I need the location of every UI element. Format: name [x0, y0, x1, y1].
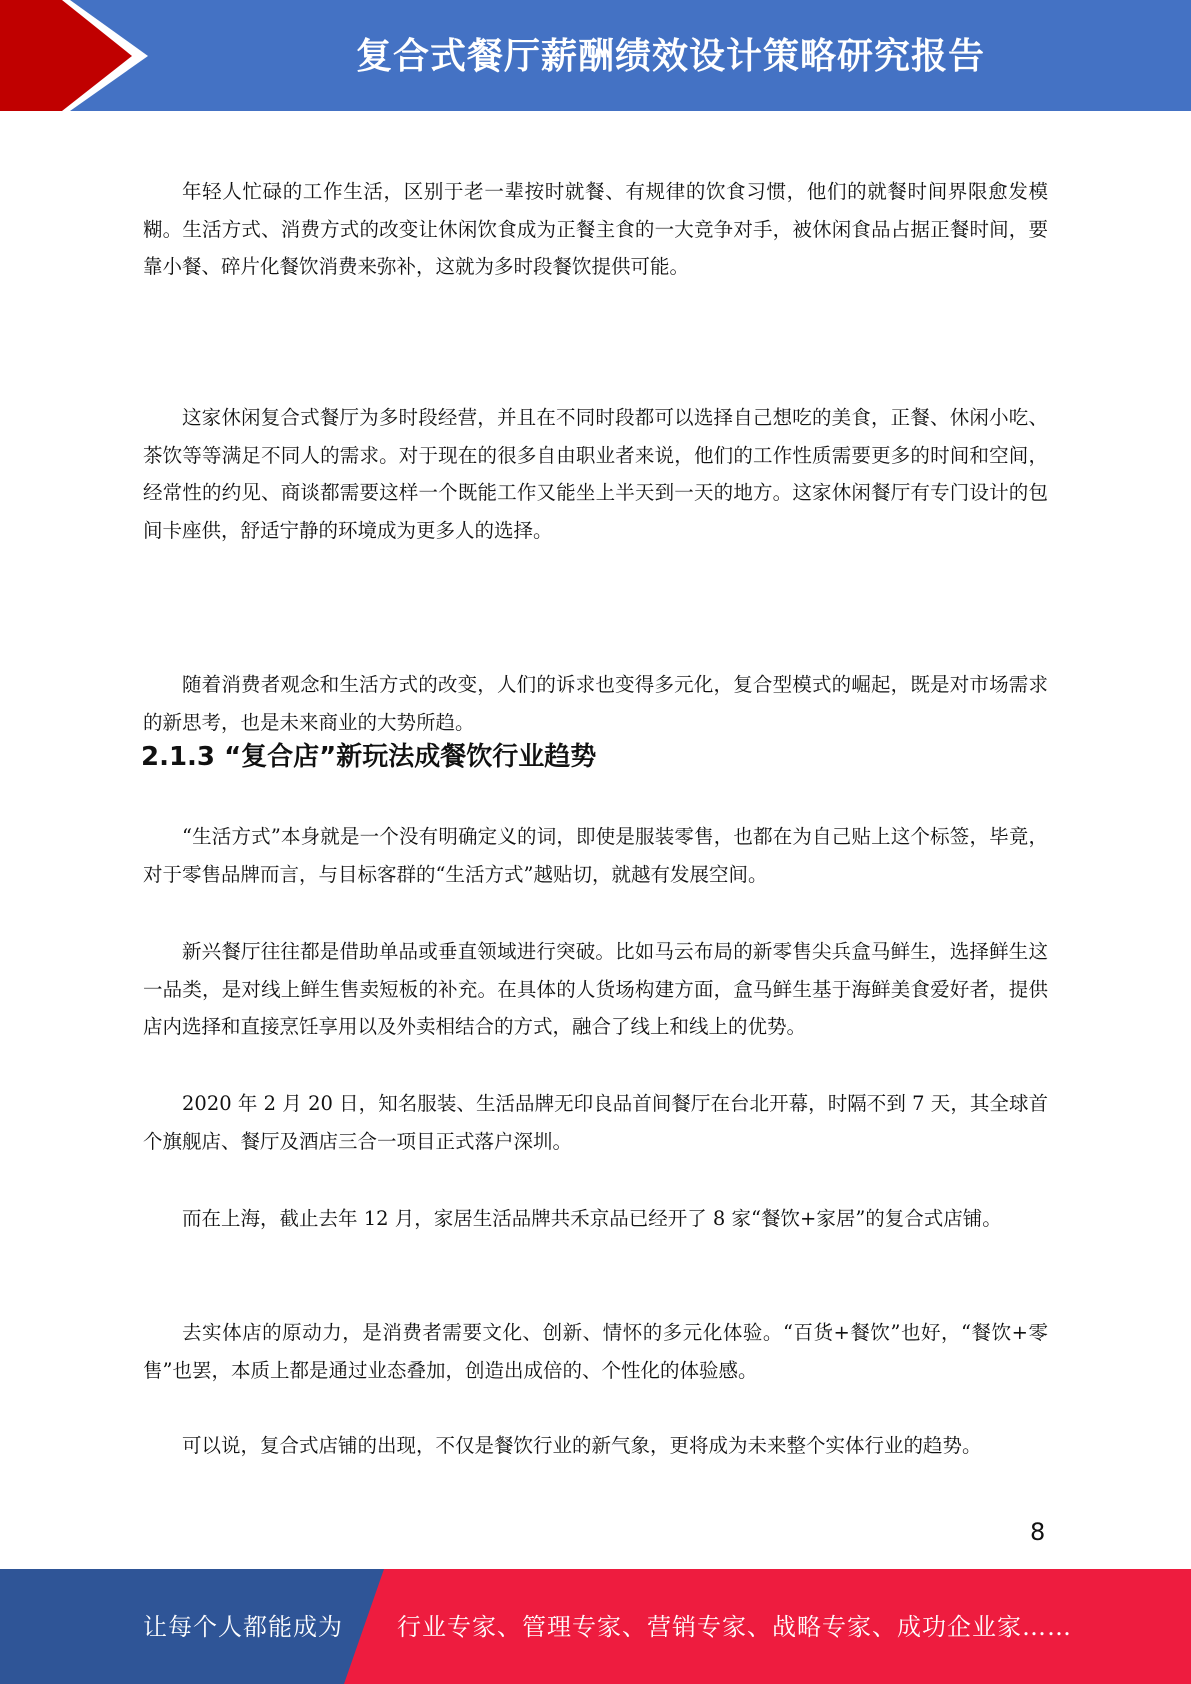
paragraph: 新兴餐厅往往都是借助单品或垂直领域进行突破。比如马云布局的新零售尖兵盒马鲜生，选择鲜生这一品类，是对线上鲜生售卖短板的补充。在具体的人货场构建方面，盒马鲜生基于海鲜美食爱好者，提供店内选择和直接烹饪享用以及外卖相结合的方式，融合了线上和线上的优势。 [143, 940, 1048, 1038]
page-number: 8 [1030, 1518, 1046, 1546]
paragraph: 去实体店的原动力，是消费者需要文化、创新、情怀的多元化体验。“百货+餐饮”也好，“餐饮+零售”也罢，本质上都是通过业态叠加，创造出成倍的、个性化的体验感。 [143, 1321, 1048, 1382]
paragraph: 这家休闲复合式餐厅为多时段经营，并且在不同时段都可以选择自己想吃的美食，正餐、休闲小吃、茶饮等等满足不同人的需求。对于现在的很多自由职业者来说，他们的工作性质需要更多的时间和空间，经常性的约见、商谈都需要这样一个既能工作又能坐上半天到一天的地方。这家休闲餐厅有专门设计的包间卡座供，舒适宁静的环境成为更多人的选择。 [143, 406, 1048, 542]
paragraph: 随着消费者观念和生活方式的改变，人们的诉求也变得多元化，复合型模式的崛起，既是对市场需求的新思考，也是未来商业的大势所趋。 [143, 673, 1048, 734]
paragraph: 2020 年 2 月 20 日，知名服装、生活品牌无印良品首间餐厅在台北开幕，时隔不到 7 天，其全球首个旗舰店、餐厅及酒店三合一项目正式落户深圳。 [143, 1092, 1048, 1153]
paragraph: 可以说，复合式店铺的出现，不仅是餐饮行业的新气象，更将成为未来整个实体行业的趋势。 [182, 1434, 982, 1457]
paragraph: “生活方式”本身就是一个没有明确定义的词，即使是服装零售，也都在为自己贴上这个标签，毕竟，对于零售品牌而言，与目标客群的“生活方式”越贴切，就越有发展空间。 [143, 825, 1048, 886]
document-title: 复合式餐厅薪酬绩效设计策略研究报告 [355, 36, 985, 77]
footer-slogan: 让每个人都能成为 [143, 1613, 343, 1641]
header-banner [0, 0, 1191, 111]
paragraph: 年轻人忙碌的工作生活，区别于老一辈按时就餐、有规律的饮食习惯，他们的就餐时间界限愈发模糊。生活方式、消费方式的改变让休闲饮食成为正餐主食的一大竞争对手，被休闲食品占据正餐时间，要靠小餐、碎片化餐饮消费来弥补，这就为多时段餐饮提供可能。 [143, 180, 1048, 278]
section-heading: 2.1.3 “复合店”新玩法成餐饮行业趋势 [141, 742, 597, 772]
footer-banner [0, 1569, 1191, 1684]
footer-roles: 行业专家、管理专家、营销专家、战略专家、成功企业家…… [397, 1613, 1072, 1641]
paragraph: 而在上海，截止去年 12 月，家居生活品牌共禾京品已经开了 8 家“餐饮+家居”的复合式店铺。 [182, 1207, 1002, 1230]
